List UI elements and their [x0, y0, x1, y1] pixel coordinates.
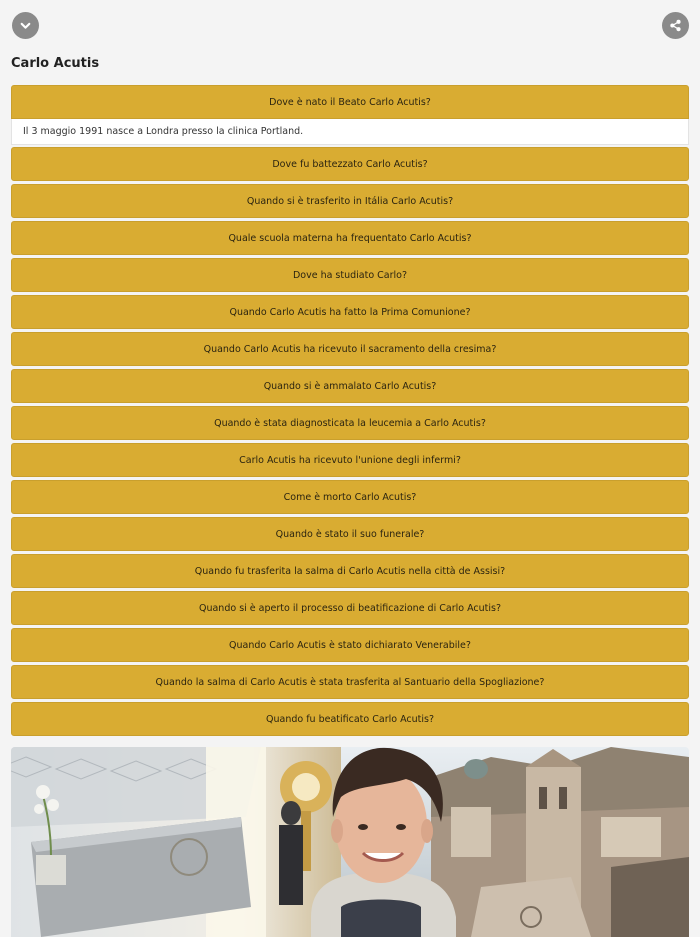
faq-question[interactable]: Dove ha studiato Carlo? [11, 258, 689, 292]
faq-question[interactable]: Dove è nato il Beato Carlo Acutis? [11, 85, 689, 119]
faq-question[interactable]: Quale scuola materna ha frequentato Carlo Acutis? [11, 221, 689, 255]
faq-answer: Il 3 maggio 1991 nasce a Londra presso la clinica Portland. [11, 119, 689, 145]
faq-question[interactable]: Quando è stato il suo funerale? [11, 517, 689, 551]
faq-question[interactable]: Quando Carlo Acutis ha ricevuto il sacramento della cresima? [11, 332, 689, 366]
faq-question[interactable]: Quando Carlo Acutis ha fatto la Prima Comunione? [11, 295, 689, 329]
faq-question[interactable]: Quando si è trasferito in Itália Carlo Acutis? [11, 184, 689, 218]
faq-question[interactable]: Quando si è ammalato Carlo Acutis? [11, 369, 689, 403]
share-icon [669, 19, 682, 32]
page-title: Carlo Acutis [11, 56, 100, 71]
share-button[interactable] [662, 12, 689, 39]
carlo-acutis-photo [11, 747, 689, 937]
collapse-button[interactable] [12, 12, 39, 39]
faq-question[interactable]: Carlo Acutis ha ricevuto l'unione degli infermi? [11, 443, 689, 477]
faq-question[interactable]: Dove fu battezzato Carlo Acutis? [11, 147, 689, 181]
faq-question[interactable]: Quando Carlo Acutis è stato dichiarato Venerabile? [11, 628, 689, 662]
faq-question[interactable]: Come è morto Carlo Acutis? [11, 480, 689, 514]
faq-question[interactable]: Quando si è aperto il processo di beatificazione di Carlo Acutis? [11, 591, 689, 625]
faq-question[interactable]: Quando fu beatificato Carlo Acutis? [11, 702, 689, 736]
faq-question[interactable]: Quando è stata diagnosticata la leucemia a Carlo Acutis? [11, 406, 689, 440]
faq-question[interactable]: Quando fu trasferita la salma di Carlo Acutis nella città de Assisi? [11, 554, 689, 588]
faq-accordion [11, 85, 689, 739]
chevron-down-icon [19, 19, 32, 32]
faq-question[interactable]: Quando la salma di Carlo Acutis è stata trasferita al Santuario della Spogliazione? [11, 665, 689, 699]
